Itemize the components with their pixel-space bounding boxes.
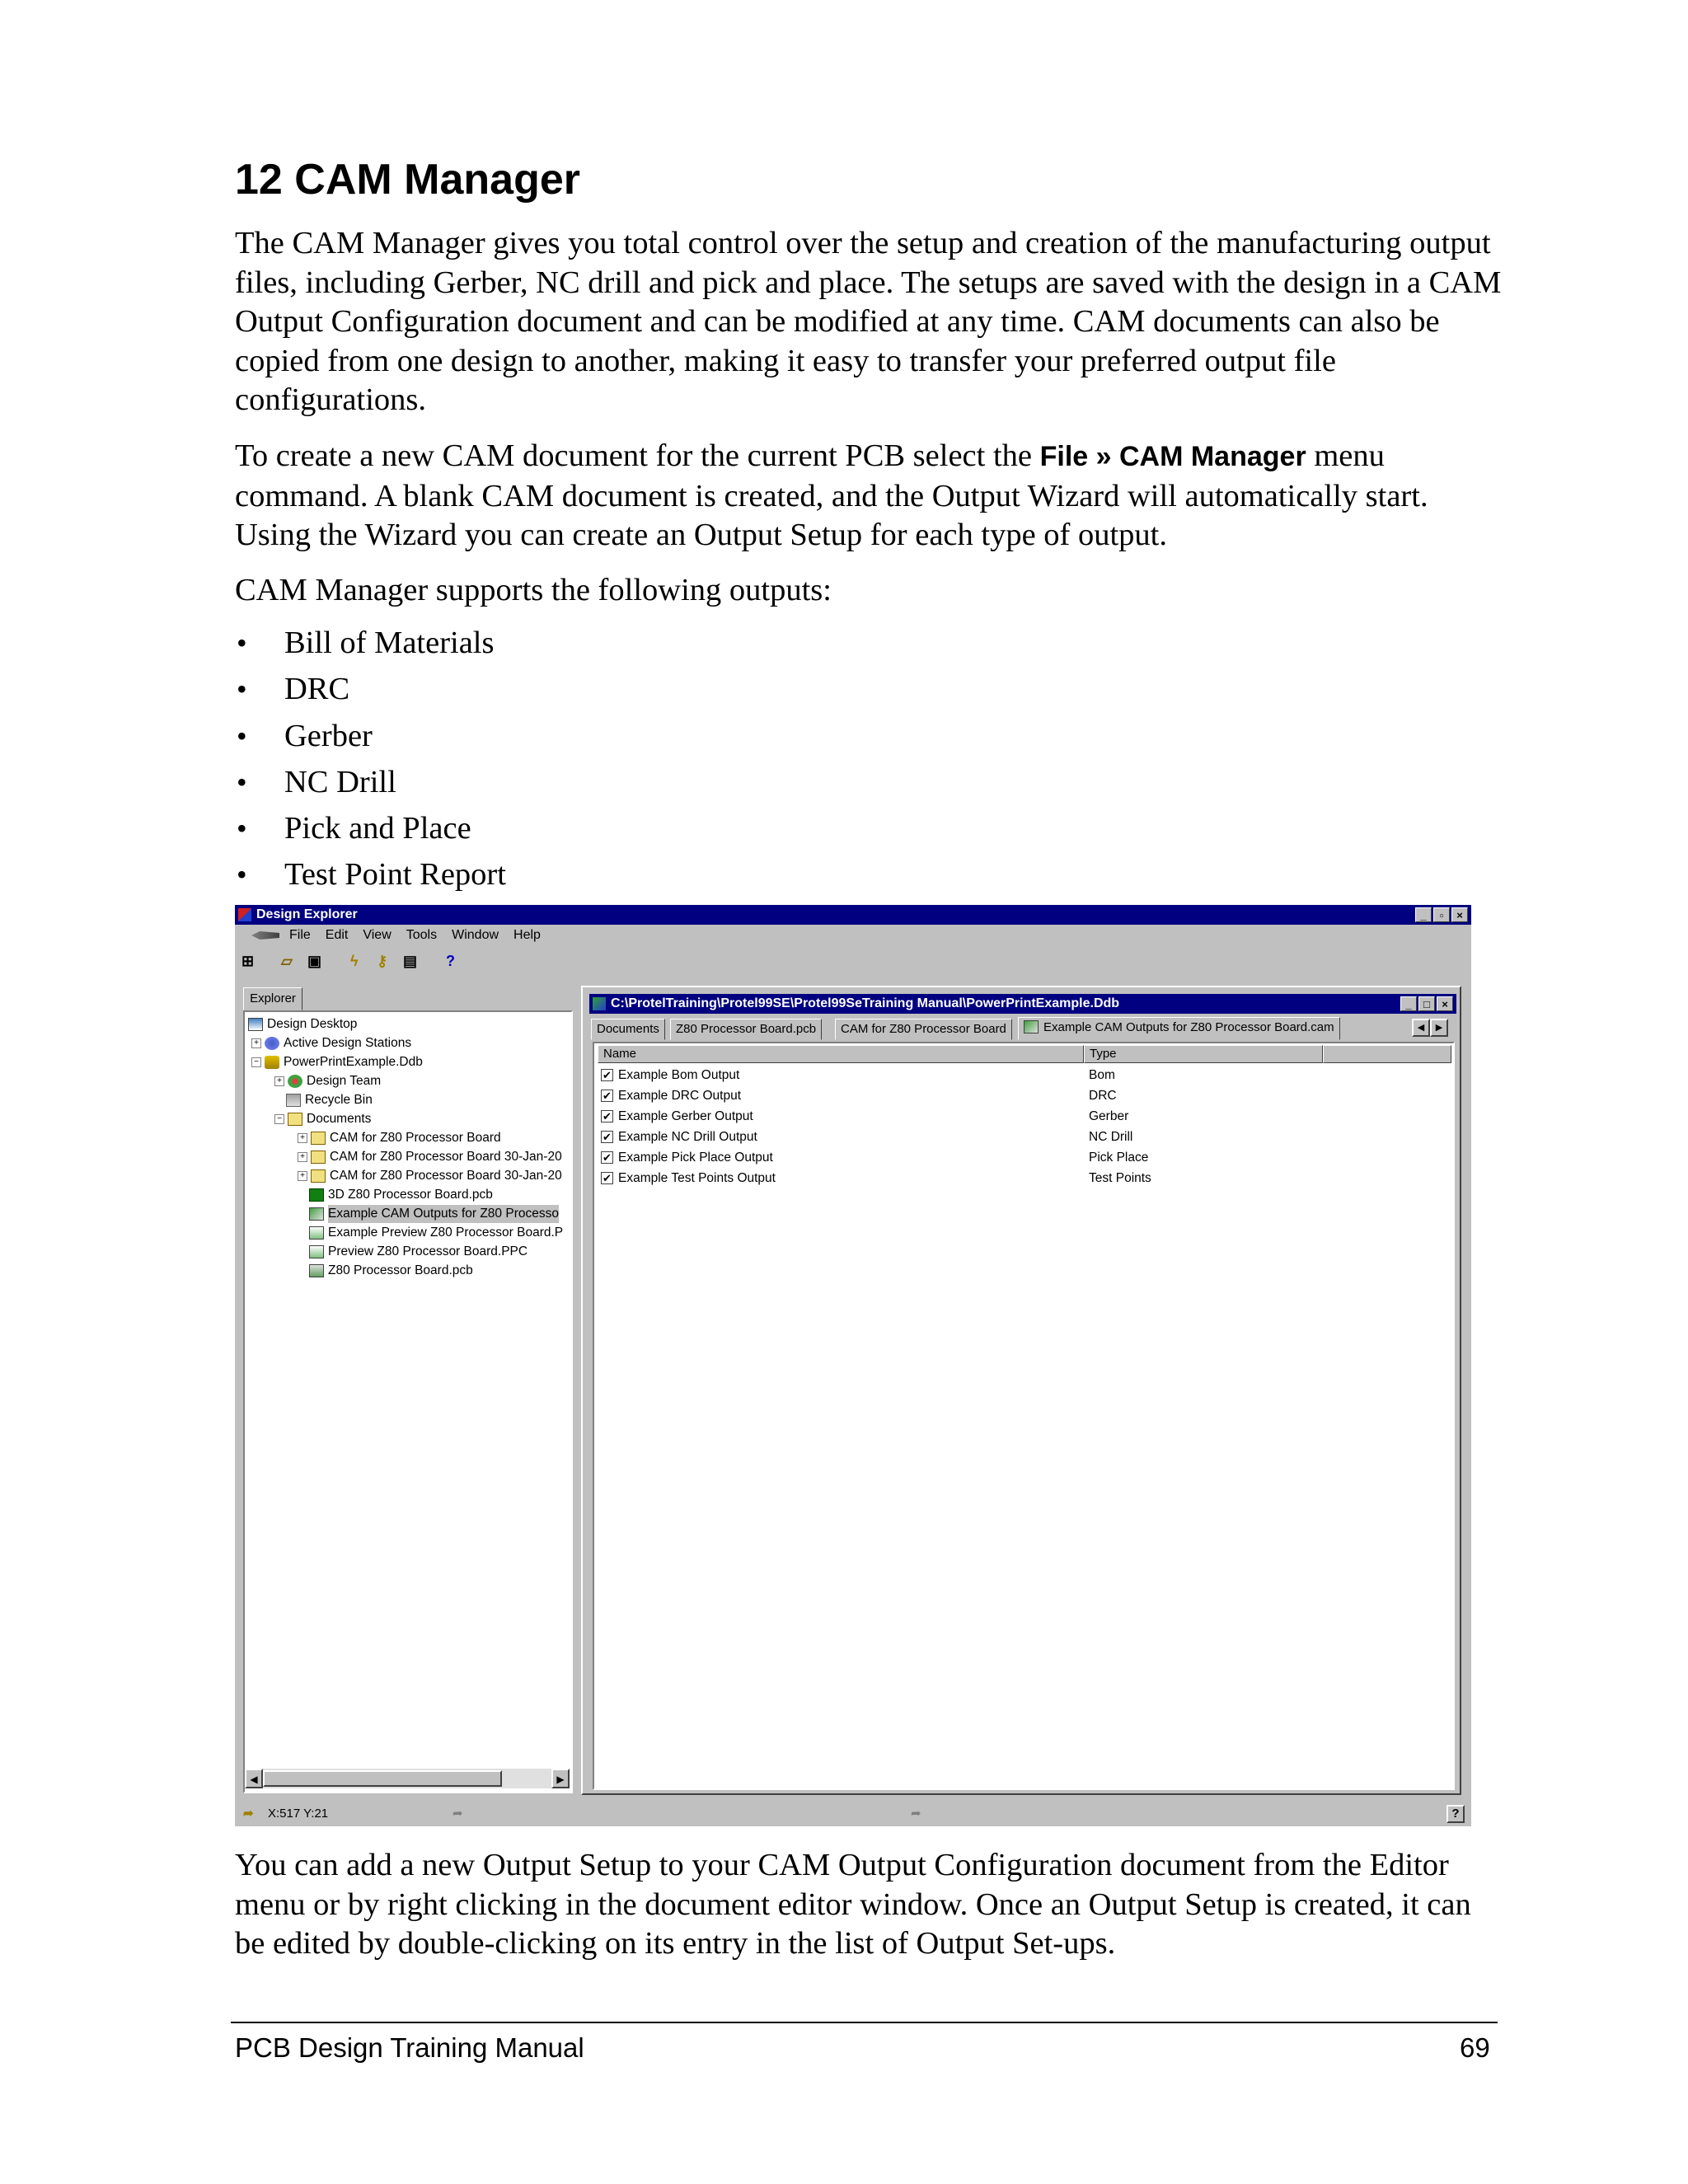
help-icon[interactable]: ? — [446, 953, 455, 969]
create-text-post: menu command. A blank CAM document is created, and the Output Wizard will automatically start. Using the Wizard you can create an Output Setup for each type of output. — [235, 438, 1428, 552]
expand-toggle-icon[interactable]: + — [298, 1133, 307, 1143]
menu-view[interactable]: View — [363, 928, 392, 942]
tree-item-label: CAM for Z80 Processor Board 30-Jan-20 — [330, 1169, 562, 1183]
menu-help[interactable]: Help — [513, 928, 541, 942]
folder-icon — [288, 1113, 302, 1126]
document-icon[interactable]: ▤ — [403, 953, 418, 969]
tree-item[interactable] — [286, 1091, 373, 1109]
toolbar — [235, 948, 1471, 972]
tree-item[interactable] — [248, 1015, 357, 1033]
back-arrow-icon[interactable] — [251, 931, 279, 940]
explorer-tree — [243, 1010, 573, 1793]
preview-doc-icon — [309, 1245, 324, 1258]
tab-label: Example CAM Outputs for Z80 Processor Board.cam — [1043, 1020, 1334, 1034]
create-paragraph — [235, 437, 1504, 555]
menubar — [235, 925, 1471, 946]
footer-title: PCB Design Training Manual — [235, 2032, 584, 2063]
team-icon — [288, 1075, 302, 1088]
checkbox[interactable]: ✔ — [601, 1131, 613, 1143]
doc-maximize-button[interactable]: □ — [1418, 996, 1435, 1011]
table-row[interactable] — [601, 1065, 739, 1085]
app-title: Design Explorer — [256, 907, 358, 921]
cam-tab-icon — [1024, 1020, 1039, 1033]
list-item: • Pick and Place — [235, 805, 506, 851]
output-list — [593, 1042, 1455, 1790]
app-icon — [238, 908, 251, 921]
folder-icon — [311, 1132, 326, 1145]
checkbox[interactable]: ✔ — [601, 1151, 613, 1164]
tree-item[interactable] — [274, 1110, 371, 1128]
collapse-toggle-icon[interactable]: − — [274, 1114, 284, 1124]
folder-icon — [311, 1169, 326, 1183]
list-item: • DRC — [235, 666, 506, 712]
folder-icon — [311, 1151, 326, 1164]
checkbox[interactable]: ✔ — [601, 1090, 613, 1102]
save-icon[interactable]: ▣ — [307, 953, 322, 969]
tree-item-label: Example Preview Z80 Processor Board.P — [328, 1226, 564, 1240]
tree-horizontal-scrollbar[interactable] — [245, 1769, 570, 1788]
tree-item-label: CAM for Z80 Processor Board 30-Jan-20 — [330, 1150, 562, 1164]
output-name: Example Pick Place Output — [618, 1151, 773, 1165]
lightning-icon[interactable]: ϟ — [350, 953, 359, 969]
tab-scroll-right-icon[interactable]: ▶ — [1430, 1019, 1448, 1037]
pcb-doc-icon — [309, 1264, 324, 1277]
expand-toggle-icon[interactable]: + — [298, 1171, 307, 1181]
tree-item-label: 3D Z80 Processor Board.pcb — [328, 1188, 493, 1202]
menu-tools[interactable]: Tools — [406, 928, 438, 942]
redo-arrow-icon: ➦ — [911, 1807, 921, 1821]
page-title: 12 CAM Manager — [235, 156, 580, 204]
tree-item-label: Recycle Bin — [305, 1093, 373, 1107]
table-row[interactable] — [601, 1106, 753, 1127]
tab-cam-z80[interactable]: CAM for Z80 Processor Board — [835, 1019, 1012, 1040]
table-row[interactable] — [601, 1085, 741, 1106]
statusbar — [235, 1802, 1471, 1826]
tree-item-label: CAM for Z80 Processor Board — [330, 1131, 501, 1145]
tree-item-label: Design Team — [307, 1074, 382, 1088]
tree-item-label: Design Desktop — [267, 1017, 358, 1031]
tab-z80-pcb[interactable]: Z80 Processor Board.pcb — [670, 1019, 822, 1040]
restore-button[interactable]: ▫ — [1433, 907, 1450, 922]
menu-file[interactable]: File — [289, 928, 311, 942]
design-explorer-screenshot — [235, 905, 1471, 1826]
checkbox[interactable]: ✔ — [601, 1069, 613, 1081]
tree-item[interactable] — [251, 1034, 411, 1052]
supports-paragraph: CAM Manager supports the following outputs: — [235, 573, 832, 607]
tree-item[interactable] — [309, 1262, 473, 1280]
stations-icon — [265, 1037, 279, 1050]
list-item: • Bill of Materials — [235, 620, 506, 666]
redo-arrow-icon: ➦ — [452, 1807, 463, 1821]
after-paragraph: You can add a new Output Setup to your CAM Output Configuration document from the Editor menu or by right clicking in the document editor window. Once an Output Setup is created, it can be edited by double-clicking on its entry in the list of Output Set-ups. — [235, 1848, 1471, 1961]
list-item: • NC Drill — [235, 759, 506, 805]
tree-item[interactable] — [298, 1129, 501, 1147]
minimize-button[interactable]: _ — [1415, 907, 1432, 922]
scroll-thumb[interactable] — [263, 1770, 502, 1787]
menu-command: File » CAM Manager — [1039, 441, 1306, 472]
output-name: Example Bom Output — [618, 1068, 740, 1082]
help-status-icon[interactable]: ? — [1447, 1805, 1465, 1823]
tab-scroll-left-icon[interactable]: ◀ — [1412, 1019, 1430, 1037]
output-type: Gerber — [1089, 1109, 1129, 1123]
tree-item-label: Preview Z80 Processor Board.PPC — [328, 1244, 528, 1258]
list-item: • Gerber — [235, 713, 506, 759]
tree-item-label: Documents — [307, 1112, 372, 1126]
tab-explorer[interactable]: Explorer — [243, 987, 302, 1010]
tab-example-cam[interactable] — [1018, 1017, 1340, 1040]
column-header-type[interactable]: Type — [1084, 1045, 1323, 1063]
tree-item[interactable] — [298, 1148, 562, 1166]
tab-documents[interactable]: Documents — [591, 1019, 665, 1040]
tree-item-label: Active Design Stations — [284, 1036, 412, 1050]
output-name: Example DRC Output — [618, 1089, 742, 1103]
output-name: Example NC Drill Output — [618, 1130, 757, 1144]
cursor-coordinates: X:517 Y:21 — [268, 1807, 329, 1821]
recycle-bin-icon — [286, 1094, 301, 1107]
document-window-icon — [593, 997, 606, 1010]
list-item: • Test Point Report — [235, 851, 506, 898]
output-type: Pick Place — [1089, 1151, 1149, 1165]
output-name: Example Gerber Output — [618, 1109, 753, 1123]
expand-toggle-icon[interactable]: + — [251, 1038, 261, 1048]
column-header-empty — [1323, 1045, 1451, 1063]
scroll-left-icon[interactable]: ◀ — [245, 1769, 263, 1788]
app-titlebar — [235, 905, 1471, 925]
doc-minimize-button[interactable]: _ — [1400, 996, 1417, 1011]
expand-toggle-icon[interactable]: + — [298, 1152, 307, 1162]
tree-item-label: Z80 Processor Board.pcb — [328, 1263, 473, 1277]
scroll-right-icon[interactable]: ▶ — [551, 1769, 570, 1788]
table-row[interactable] — [601, 1168, 776, 1188]
database-icon — [265, 1056, 279, 1069]
page-number: 69 — [1460, 2032, 1490, 2063]
key-icon[interactable]: ⚷ — [377, 953, 388, 969]
preview-doc-icon — [309, 1226, 324, 1240]
output-type: Bom — [1089, 1068, 1115, 1082]
output-type: Test Points — [1089, 1171, 1151, 1185]
menu-edit[interactable]: Edit — [325, 928, 349, 942]
pcb-3d-icon — [309, 1188, 324, 1202]
desktop-icon — [248, 1018, 263, 1031]
checkbox[interactable]: ✔ — [601, 1110, 613, 1122]
tree-item[interactable] — [309, 1243, 528, 1261]
tree-item[interactable] — [298, 1167, 562, 1185]
document-path: C:\ProtelTraining\Protel99SE\Protel99SeTraining Manual\PowerPrintExample.Ddb — [611, 996, 1120, 1010]
output-type: DRC — [1089, 1089, 1117, 1103]
tree-item[interactable] — [309, 1224, 563, 1242]
tree-item-selected[interactable] — [309, 1205, 559, 1223]
tree-item[interactable] — [309, 1186, 493, 1204]
collapse-toggle-icon[interactable]: − — [251, 1057, 261, 1067]
tree-item[interactable] — [251, 1053, 423, 1071]
document-titlebar — [589, 994, 1456, 1014]
output-type: NC Drill — [1089, 1130, 1133, 1144]
checkbox[interactable]: ✔ — [601, 1172, 613, 1184]
table-row[interactable] — [601, 1127, 757, 1147]
doc-close-button[interactable]: × — [1437, 996, 1453, 1011]
document-window — [581, 986, 1461, 1795]
tree-item-label: Example CAM Outputs for Z80 Processo — [328, 1205, 559, 1223]
create-text-pre: To create a new CAM document for the current PCB select the — [235, 438, 1040, 473]
open-folder-icon[interactable]: ▱ — [281, 953, 293, 969]
outputs-list — [235, 620, 506, 898]
expand-toggle-icon[interactable]: + — [274, 1076, 284, 1086]
menu-window[interactable]: Window — [452, 928, 499, 942]
footer-divider — [231, 2022, 1498, 2023]
column-header-name[interactable]: Name — [598, 1045, 1084, 1063]
tree-item[interactable] — [274, 1072, 381, 1090]
document-tabs — [591, 1017, 1456, 1040]
output-name: Example Test Points Output — [618, 1171, 776, 1185]
cam-doc-icon — [309, 1207, 324, 1221]
intro-paragraph: The CAM Manager gives you total control over the setup and creation of the manufacturing output files, including Gerber, NC drill and pick and place. The setups are saved with the design in a CAM Output Configuration document and can be modified at any time. CAM documents can also be copied from one design to another, making it easy to transfer your preferred output file configurations. — [235, 226, 1502, 417]
tree-item-label: PowerPrintExample.Ddb — [284, 1055, 423, 1069]
cursor-arrow-icon: ➦ — [243, 1807, 254, 1821]
table-row[interactable] — [601, 1147, 773, 1168]
close-button[interactable]: × — [1451, 907, 1468, 922]
tree-toggle-icon[interactable]: ⊞ — [241, 953, 255, 969]
